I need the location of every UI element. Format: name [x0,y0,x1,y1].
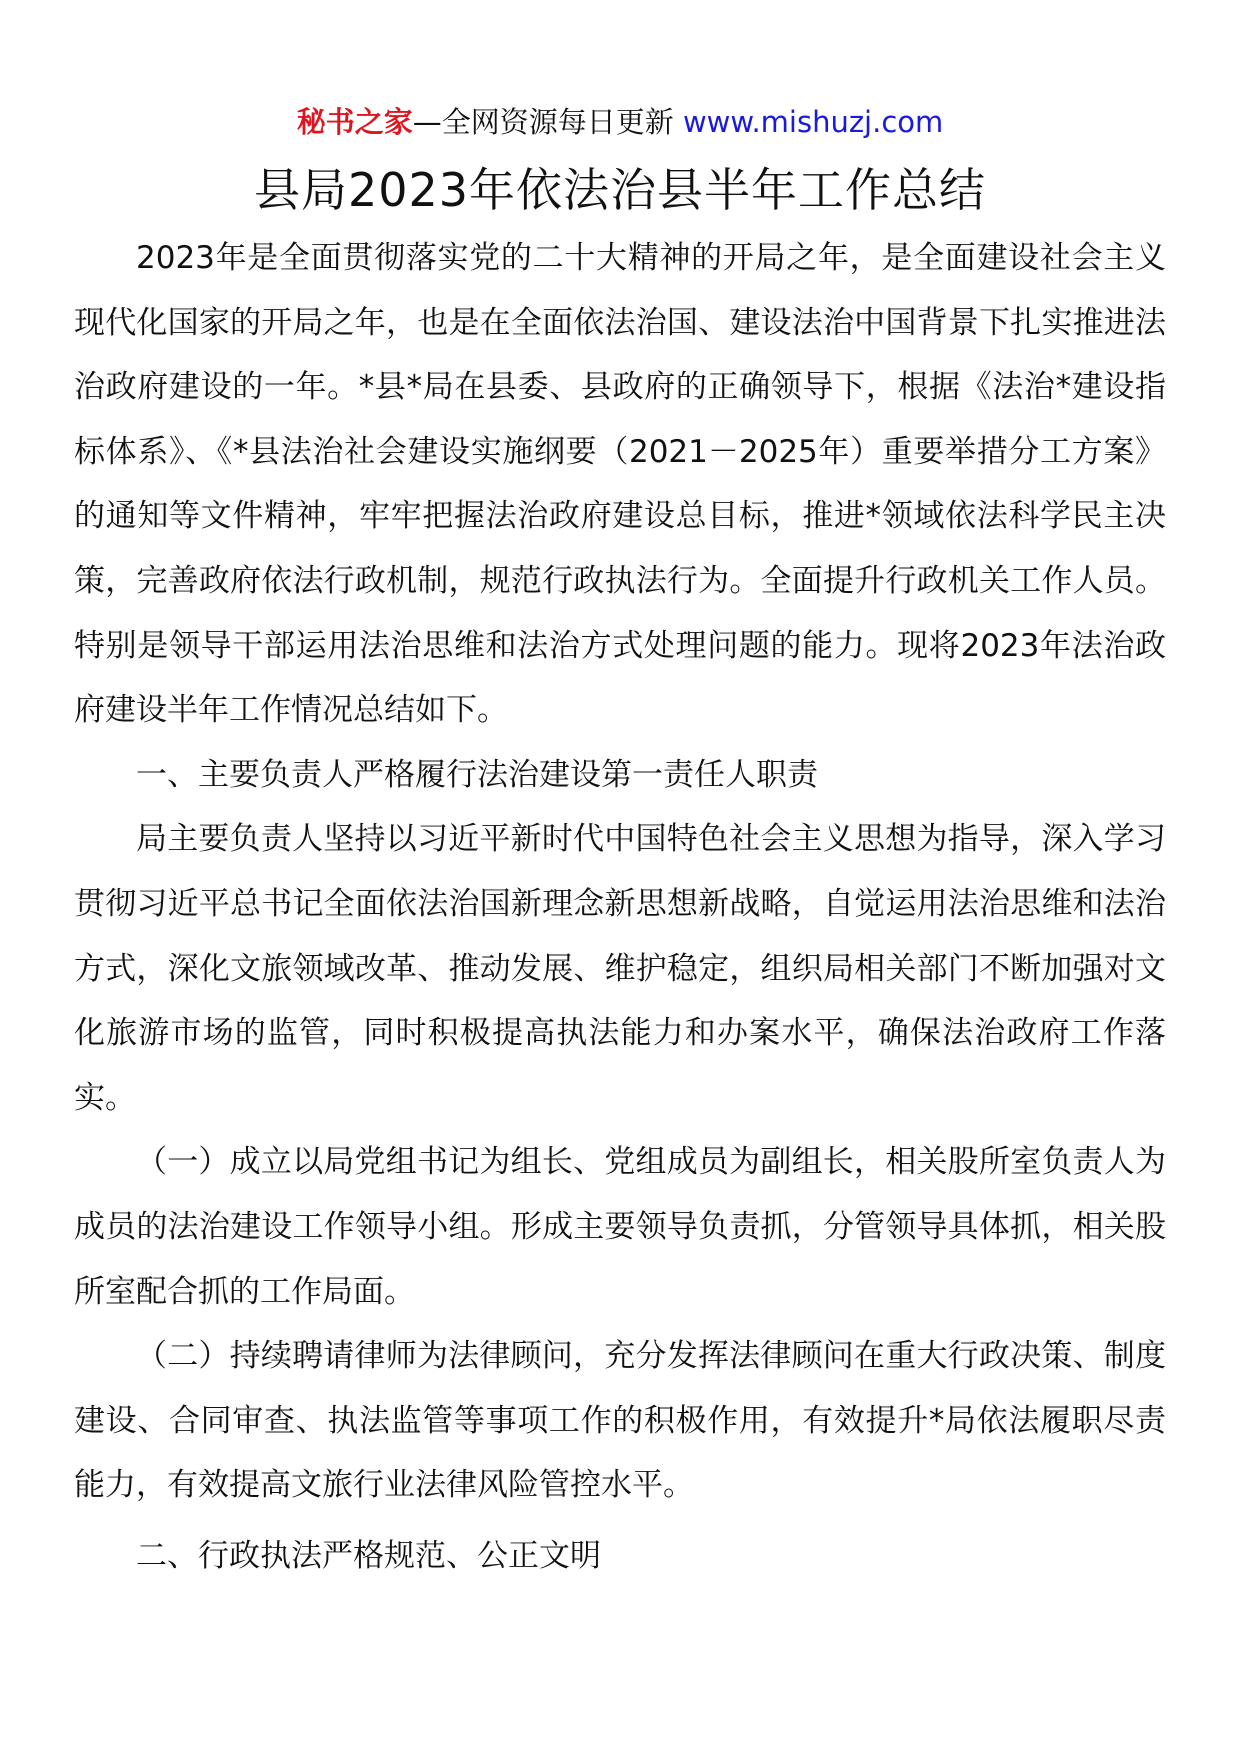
site-url-link[interactable]: www.mishuzj.com [682,105,944,139]
document-body [74,226,1166,1588]
header-tagline: —全网资源每日更新 [412,105,683,139]
section-1-paragraph: 局主要负责人坚持以习近平新时代中国特色社会主义思想为指导，深入学习贯彻习近平总书记全面依法治国新理念新思想新战略，自觉运用法治思维和法治方式，深化文旅领域改革、推动发展、维护稳定，组织局相关部门不断加强对文化旅游市场的监管，同时积极提高执法能力和办案水平，确保法治政府工作落实。 [74,821,1166,1116]
section-1-item-2: （二）持续聘请律师为法律顾问，充分发挥法律顾问在重大行政决策、制度建设、合同审查、执法监管等事项工作的积极作用，有效提升*局依法履职尽责能力，有效提高文旅行业法律风险管控水平。 [74,1338,1166,1504]
section-1-item-1: （一）成立以局党组书记为组长、党组成员为副组长，相关股所室负责人为成员的法治建设工作领导小组。形成主要领导负责抓，分管领导具体抓，相关股所室配合抓的工作局面。 [74,1144,1166,1310]
intro-paragraph: 2023年是全面贯彻落实党的二十大精神的开局之年，是全面建设社会主义现代化国家的开局之年，也是在全面依法治国、建设法治中国背景下扎实推进法治政府建设的一年。*县*局在县委、县政府的正确领导下，根据《法治*建设指标体系》、《*县法治社会建设实施纲要（2021－2025年）重要举措分工方案》的通知等文件精神，牢牢把握法治政府建设总目标，推进*领域依法科学民主决策，完善政府依法行政机制，规范行政执法行为。全面提升行政机关工作人员。特别是领导干部运用法治思维和法治方式处理问题的能力。现将2023年法治政府建设半年工作情况总结如下。 [74,240,1166,729]
brand-name: 秘书之家 [296,105,413,139]
site-header [0,102,1240,142]
section-2-heading: 二、行政执法严格规范、公正文明 [136,1537,601,1574]
section-1-heading: 一、主要负责人严格履行法治建设第一责任人职责 [136,756,818,793]
document-title: 县局2023年依法治县半年工作总结 [253,163,987,217]
